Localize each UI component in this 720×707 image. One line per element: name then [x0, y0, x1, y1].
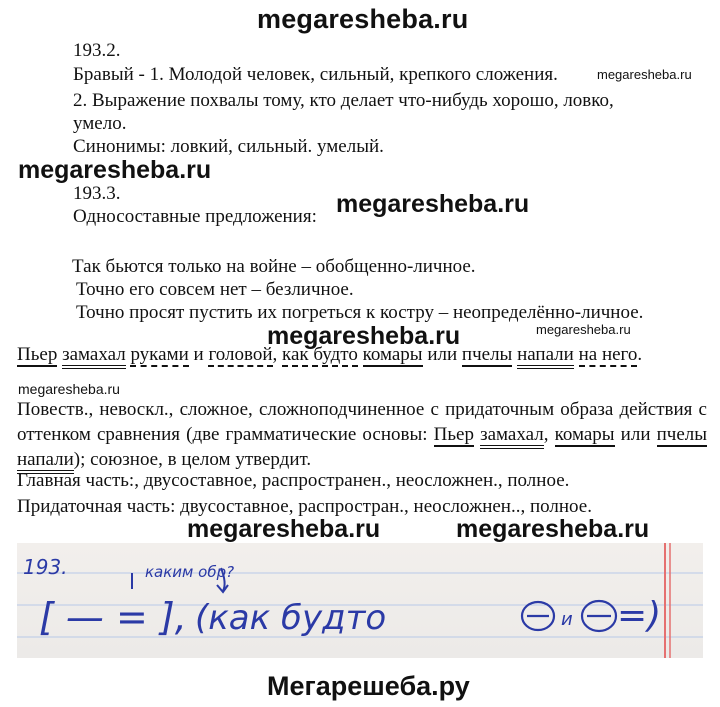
- watermark: megaresheba.ru: [18, 381, 120, 397]
- subject-word: комары: [554, 424, 615, 445]
- conjunction: и: [188, 344, 209, 365]
- subject-word: пчелы: [461, 344, 513, 365]
- adverbial-word: головой: [208, 344, 273, 365]
- watermark: megaresheba.ru: [187, 515, 381, 543]
- subject-word: Пьер: [17, 344, 58, 365]
- synonyms-line: Синонимы: ловкий, сильный. умелый.: [73, 136, 384, 157]
- conjunction: или: [614, 424, 657, 445]
- space: [358, 344, 363, 365]
- text-line: 2. Выражение похвалы тому, кто делает что-нибудь хорошо, ловко,: [73, 90, 614, 111]
- watermark: megaresheba.ru: [456, 515, 650, 543]
- scheme-question: каким обр?: [145, 563, 235, 581]
- predicate-word: напали: [17, 449, 74, 474]
- scheme-end: =): [617, 595, 662, 636]
- exercise-number: 193.2.: [73, 40, 121, 61]
- main-clause-description: Главная часть:, двусоставное, распространен., неосложнен., полное.: [17, 470, 570, 491]
- scheme-sub-clause: (как будто: [195, 598, 387, 638]
- sentence-example: Точно его совсем нет – безличное.: [76, 279, 354, 300]
- watermark: megaresheba.ru: [336, 190, 530, 218]
- handwritten-scheme-photo: [17, 543, 703, 658]
- adverbial-word: на него: [578, 344, 638, 365]
- comma: ,: [272, 344, 282, 365]
- predicate-word: напали: [517, 344, 574, 369]
- sentence-example: Точно просят пустить их погреться к костру – неопределённо-личное.: [76, 302, 644, 323]
- adverbial-word: руками: [130, 344, 189, 365]
- watermark: megaresheba.ru: [18, 156, 212, 184]
- period: .: [637, 344, 643, 365]
- scheme-number: 193.: [23, 555, 68, 579]
- watermark-bottom: Мегарешеба.ру: [267, 671, 470, 701]
- watermark-top: megaresheba.ru: [257, 4, 469, 34]
- conjunction-word: как будто: [282, 344, 358, 365]
- scheme-main-clause: [ — = ],: [39, 595, 187, 639]
- analysis-text: Повеств., невоскл., сложное, сложноподчиненное с придаточным образа действия с оттенком сравнения (две грамматические основы:: [17, 399, 707, 445]
- predicate-word: замахал: [480, 424, 544, 449]
- watermark: megaresheba.ru: [267, 322, 461, 350]
- sentence-example: Так бьются только на войне – обобщенно-личное.: [72, 256, 476, 277]
- analysis-text: ); союзное, в целом утвердит.: [73, 449, 312, 470]
- sub-clause-description: Придаточная часть: двусоставное, распростран., неосложнен.., полное.: [17, 496, 592, 517]
- watermark: megaresheba.ru: [597, 67, 692, 82]
- conjunction: или: [422, 344, 462, 365]
- parsed-sentence: [17, 344, 642, 366]
- comma: ,: [543, 424, 555, 445]
- subject-word: комары: [362, 344, 423, 365]
- section-heading: Односоставные предложения:: [73, 206, 317, 227]
- watermark: megaresheba.ru: [536, 322, 631, 337]
- exercise-number: 193.3.: [73, 183, 121, 204]
- text-line: умело.: [73, 113, 127, 134]
- analysis-paragraph: [17, 397, 707, 472]
- predicate-word: замахал: [62, 344, 126, 369]
- text-line: Бравый - 1. Молодой человек, сильный, крепкого сложения.: [73, 64, 558, 85]
- subject-word: Пьер: [433, 424, 474, 445]
- subject-word: пчелы: [656, 424, 708, 445]
- space: [574, 344, 579, 365]
- scheme-conjunction: и: [561, 609, 573, 630]
